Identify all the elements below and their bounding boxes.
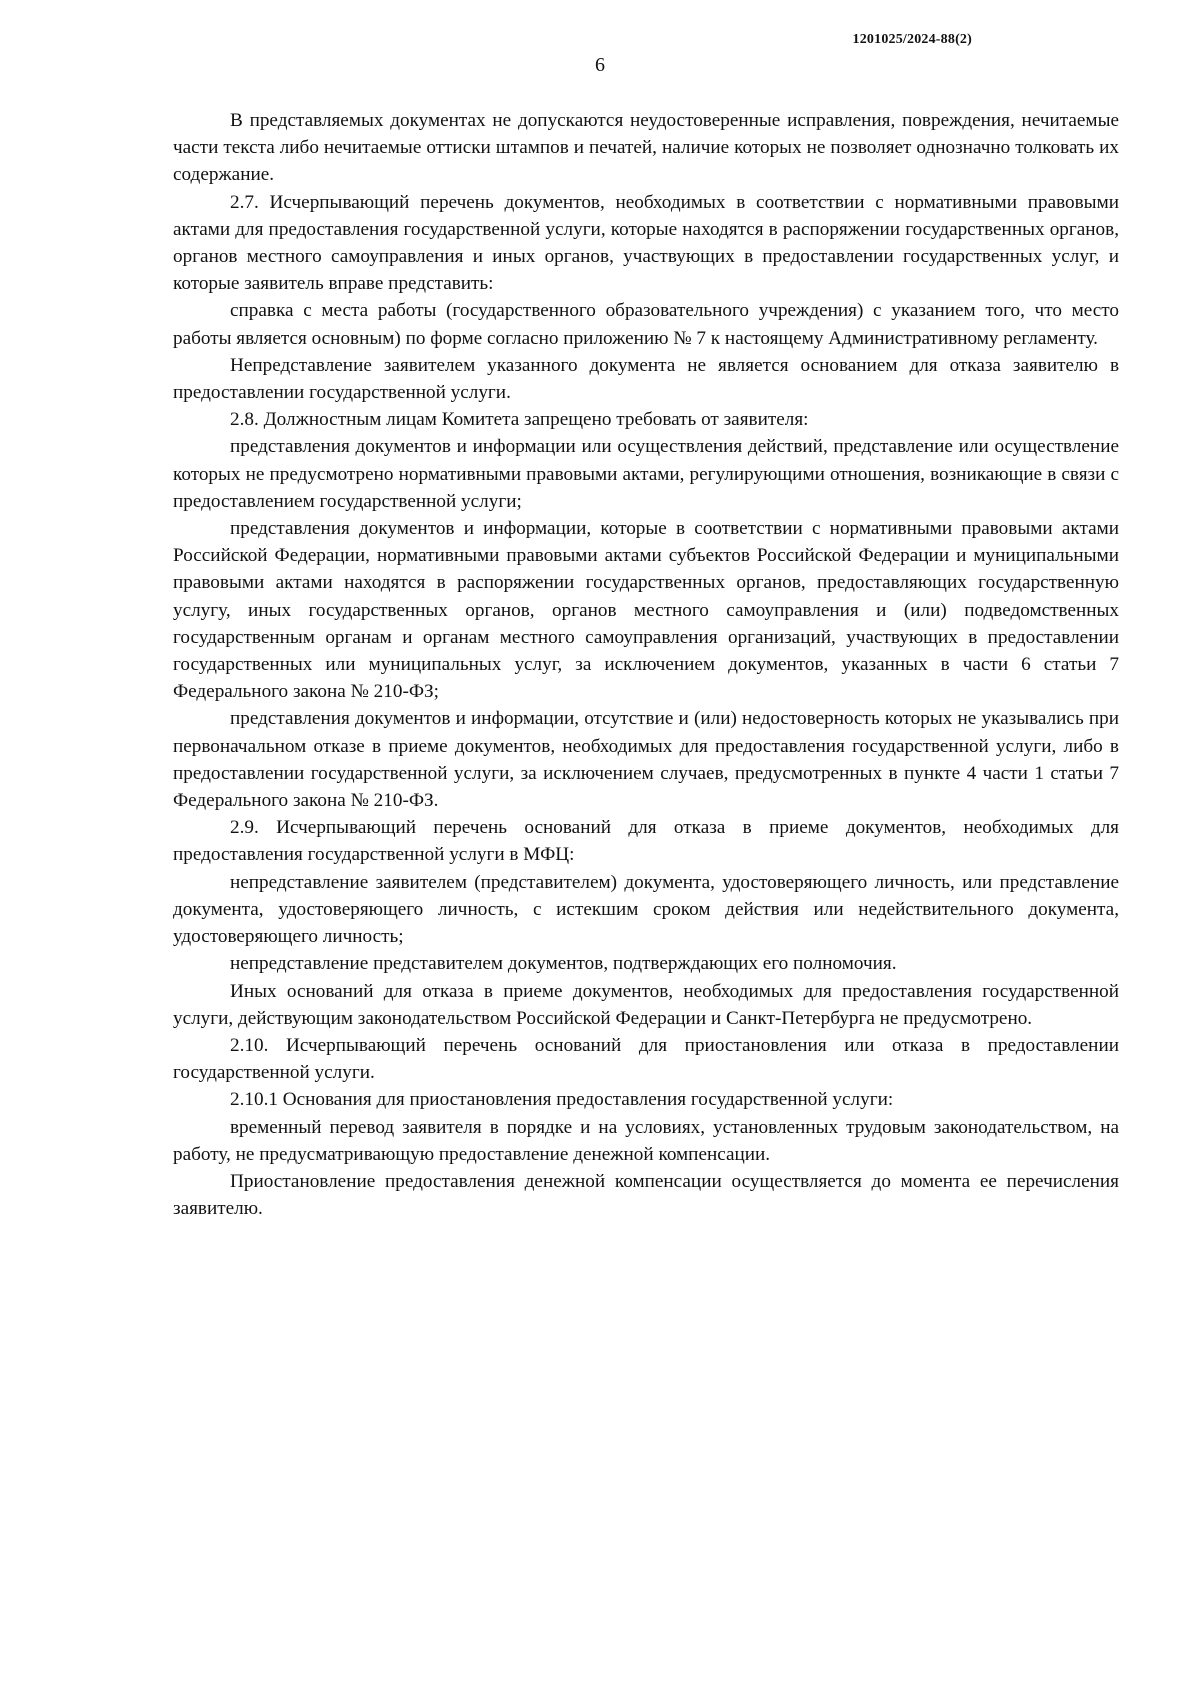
paragraph-temporary-transfer: временный перевод заявителя в порядке и на условиях, установленных трудовым законодательством, на работу, не предусматривающую предоставление денежной компенсации.: [173, 1116, 1119, 1165]
paragraph-section-2-9: 2.9. Исчерпывающий перечень оснований для отказа в приеме документов, необходимых для предоставления государственной услуги в МФЦ:: [173, 817, 1119, 866]
paragraph-suspension-until-transfer: Приостановление предоставления денежной компенсации осуществляется до момента ее перечисления заявителю.: [173, 1170, 1119, 1220]
page-number: 6: [595, 54, 605, 76]
paragraph-section-2-10-1: 2.10.1 Основания для приостановления предоставления государственной услуги:: [230, 1089, 894, 1111]
document-registration-number: 1201025/2024-88(2): [852, 32, 972, 47]
paragraph-section-2-10: 2.10. Исчерпывающий перечень оснований для приостановления или отказа в предоставлении государственной услуги.: [173, 1034, 1119, 1084]
paragraph-non-submission-not-grounds: Непредставление заявителем указанного документа не является основанием для отказа заявителю в предоставлении государственной услуги.: [173, 354, 1119, 404]
paragraph-refusal-ground-authority: непредставление представителем документов, подтверждающих его полномочия.: [230, 953, 897, 975]
paragraph-prohibited-requirement-1: представления документов и информации или осуществления действий, представление или осуществление которых не предусмотрено нормативными правовыми актами, регулирующими отношения, возникающие в связи с предоставлением государственной услуги;: [173, 436, 1119, 512]
paragraph-section-2-8: 2.8. Должностным лицам Комитета запрещено требовать от заявителя:: [230, 409, 809, 431]
paragraph-section-2-7: 2.7. Исчерпывающий перечень документов, необходимых в соответствии с нормативными правовыми актами для предоставления государственной услуги, которые находятся в распоряжении государственных органов, органов местного самоуправления и иных органов, участвующих в предоставлении государственных услуг, и которые заявитель вправе представить:: [173, 191, 1119, 295]
paragraph-prohibited-requirement-3: представления документов и информации, отсутствие и (или) недостоверность которых не указывались при первоначальном отказе в приеме документов, необходимых для предоставления государственной услуги, либо в предоставлении государственной услуги, за исключением случаев, предусмотренных в пункте 4 части 1 статьи 7 Федерального закона № 210-ФЗ.: [173, 708, 1119, 812]
paragraph-refusal-ground-identity: непредставление заявителем (представителем) документа, удостоверяющего личность, или представление документа, удостоверяющего личность, с истекшим сроком действия или недействительного документа, удостоверяющего личность;: [173, 871, 1119, 948]
paragraph-prohibited-requirement-2: представления документов и информации, которые в соответствии с нормативными правовыми актами Российской Федерации, нормативными правовыми актами субъектов Российской Федерации и муниципальными правовыми актами находятся в распоряжении государственных органов, предоставляющих государственную услугу, иных государственных органов, органов местного самоуправления и (или) подведомственных государственным органам и органам местного самоуправления организаций, участвующих в предоставлении государственных или муниципальных услуг, за исключением документов, указанных в части 6 статьи 7 Федерального закона № 210-ФЗ;: [173, 518, 1119, 703]
document-body: [173, 107, 1119, 1222]
paragraph-work-certificate: справка с места работы (государственного образовательного учреждения) с указанием того, что место работы является основным) по форме согласно приложению № 7 к настоящему Административному регламенту.: [173, 300, 1119, 349]
paragraph-unverified-corrections: В представляемых документах не допускаются неудостоверенные исправления, повреждения, нечитаемые части текста либо нечитаемые оттиски штампов и печатей, наличие которых не позволяет однозначно толковать их содержание.: [173, 110, 1119, 186]
paragraph-no-other-grounds: Иных оснований для отказа в приеме документов, необходимых для предоставления государственной услуги, действующим законодательством Российской Федерации и Санкт-Петербурга не предусмотрено.: [173, 980, 1119, 1029]
